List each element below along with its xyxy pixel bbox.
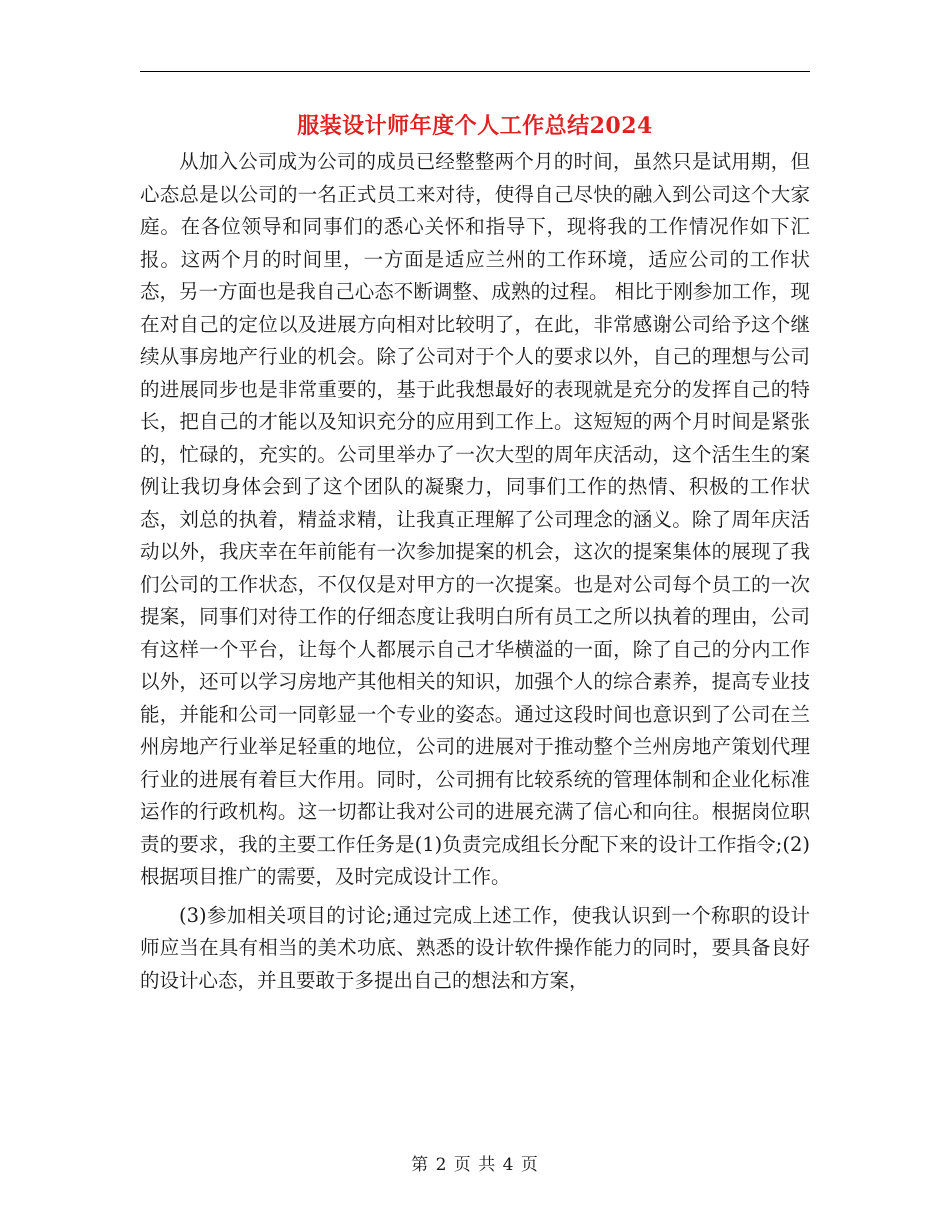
body-paragraph-2: (3)参加相关项目的讨论;通过完成上述工作，使我认识到一个称职的设计师应当在具有相当的美术功底、熟悉的设计软件操作能力的同时，要具备良好的设计心态，并且要敢于多提出自己的想法和方案， (140, 903, 810, 992)
header-rule (140, 71, 810, 72)
page-number: 第 2 页 共 4 页 (411, 1155, 539, 1175)
body-paragraph-1: 从加入公司成为公司的成员已经整整两个月的时间，虽然只是试用期，但心态总是以公司的一名正式员工来对待，使得自己尽快的融入到公司这个大家庭。在各位领导和同事们的悉心关怀和指导下，现将我的工作情况作如下汇报。这两个月的时间里，一方面是适应兰州的工作环境，适应公司的工作状态，另一方面也是我自己心态不断调整、成熟的过程。 相比于刚参加工作，现在对自己的定位以及进展方向相对比较明了，在此，非常感谢公司给予这个继续从事房地产行业的机会。除了公司对于个人的要求以外，自己的理想与公司的进展同步也是非常重要的，基于此我想最好的表现就是充分的发挥自己的特长，把自己的才能以及知识充分的应用到工作上。这短短的两个月时间是紧张的，忙碌的，充实的。公司里举办了一次大型的周年庆活动，这个活生生的案例让我切身体会到了这个团队的凝聚力，同事们工作的热情、积极的工作状态，刘总的执着，精益求精，让我真正理解了公司理念的涵义。除了周年庆活动以外，我庆幸在年前能有一次参加提案的机会，这次的提案集体的展现了我们公司的工作状态，不仅仅是对甲方的一次提案。也是对公司每个员工的一次提案，同事们对待工作的仔细态度让我明白所有员工之所以执着的理由，公司有这样一个平台，让每个人都展示自己才华横溢的一面，除了自己的分内工作以外，还可以学习房地产其他相关的知识，加强个人的综合素养，提高专业技能，并能和公司一同彰显一个专业的姿态。通过这段时间也意识到了公司在兰州房地产行业举足轻重的地位，公司的进展对于推动整个兰州房地产策划代理行业的进展有着巨大作用。同时，公司拥有比较系统的管理体制和企业化标准运作的行政机构。这一切都让我对公司的进展充满了信心和向往。根据岗位职责的要求，我的主要工作任务是(1)负责完成组长分配下来的设计工作指令;(2)根据项目推广的需要，及时完成设计工作。 (140, 150, 810, 888)
document-title: 服装设计师年度个人工作总结2024 (297, 113, 653, 139)
document-body (140, 146, 810, 997)
